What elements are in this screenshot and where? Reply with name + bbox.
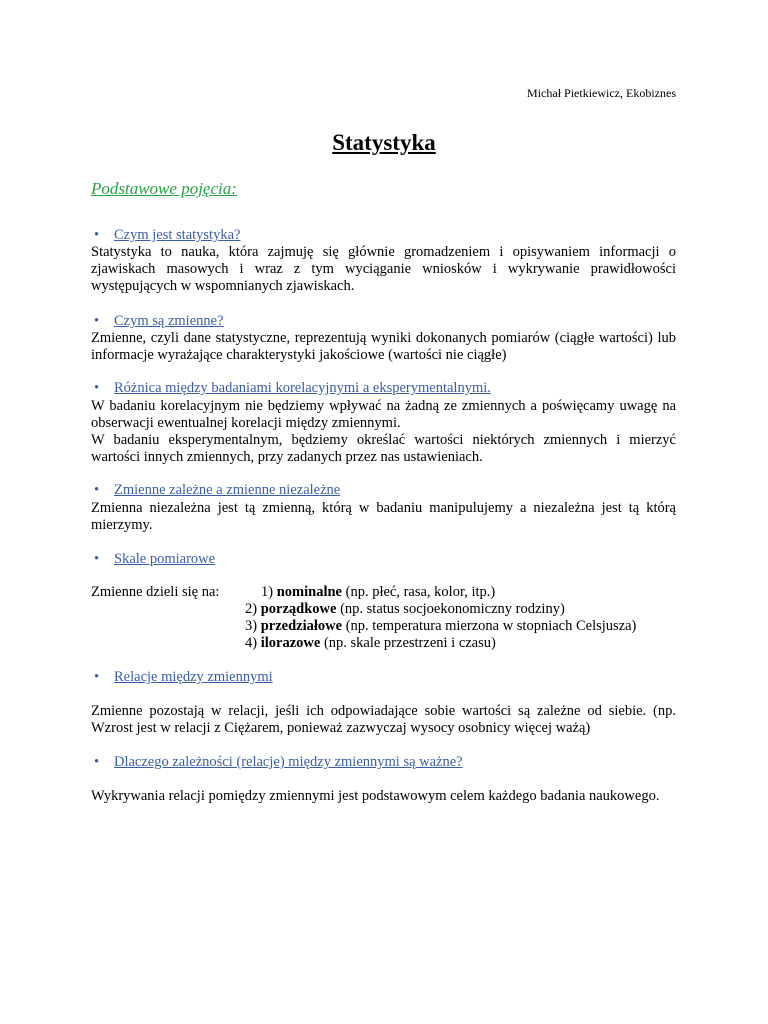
scales-intro: Zmienne dzieli się na: (91, 584, 220, 600)
heading-czym-sa-zmienne[interactable]: • Czym są zmienne? (114, 313, 674, 330)
heading-skale-pomiarowe[interactable]: • Skale pomiarowe (114, 551, 674, 568)
paragraph-zmienne-zalezne: Zmienna niezależna jest tą zmienną, którą w badaniu manipulujemy a niezależna jest tą którą mierzymy. (91, 500, 676, 533)
scale-number: 3) (245, 618, 258, 634)
scale-name: ilorazowe (260, 635, 321, 651)
scale-desc: (np. skale przestrzeni i czasu) (323, 635, 496, 651)
scale-desc: (np. płeć, rasa, kolor, itp.) (345, 584, 496, 600)
heading-zmienne-zalezne[interactable]: • Zmienne zależne a zmienne niezależne (114, 482, 674, 499)
scale-item (245, 635, 496, 652)
scale-item (245, 601, 565, 618)
paragraph-eksperymentalne: W badaniu eksperymentalnym, będziemy określać wartości niektórych zmiennych i mierzyć wartości innych zmiennych, przy zadanych przez nas ustawieniach. (91, 432, 676, 465)
heading-czym-jest-statystyka[interactable]: • Czym jest statystyka? (114, 227, 674, 244)
author-line: Michał Pietkiewicz, Ekobiznes (527, 86, 676, 100)
scale-number: 4) (245, 635, 258, 651)
scale-name: przedziałowe (260, 618, 343, 634)
document-title: Statystyka (332, 130, 436, 155)
scale-name: nominalne (276, 584, 342, 600)
paragraph-relacje: Zmienne pozostają w relacji, jeśli ich odpowiadające sobie wartości są zależne od siebie. (np. Wzrost jest w relacji z Ciężarem, ponieważ zazwyczaj wysocy osobnicy więcej ważą) (91, 703, 676, 736)
paragraph-korelacyjne: W badaniu korelacyjnym nie będziemy wpływać na żadną ze zmiennych a poświęcamy uwagę na obserwacji ewentualnej korelacji między zmiennymi. (91, 398, 676, 431)
scale-number: 1) (261, 584, 274, 600)
scale-desc: (np. temperatura mierzona w stopniach Celsjusza) (345, 618, 637, 634)
heading-roznica-badan[interactable]: • Różnica między badaniami korelacyjnymi a eksperymentalnymi. (114, 380, 674, 397)
scale-item (261, 584, 495, 601)
scale-item (245, 618, 636, 635)
heading-relacje[interactable]: • Relacje między zmiennymi (114, 669, 674, 686)
section-subtitle: Podstawowe pojęcia: (91, 179, 237, 198)
heading-dlaczego-relacje[interactable]: • Dlaczego zależności (relacje) między zmiennymi są ważne? (114, 754, 674, 771)
paragraph-dlaczego: Wykrywania relacji pomiędzy zmiennymi jest podstawowym celem każdego badania naukowego. (91, 788, 660, 804)
scale-name: porządkowe (260, 601, 337, 617)
paragraph-statystyka: Statystyka to nauka, która zajmuję się głównie gromadzeniem i opisywaniem informacji o zjawiskach masowych i wraz z tym wyciąganie wniosków i wykrywanie prawidłowości występujących w wspomnianych zjawiskach. (91, 244, 676, 294)
scale-number: 2) (245, 601, 258, 617)
scale-desc: (np. status socjoekonomiczny rodziny) (340, 601, 565, 617)
paragraph-zmienne: Zmienne, czyli dane statystyczne, reprezentują wyniki dokonanych pomiarów (ciągłe wartości) lub informacje wyrażające charakterystyki jakościowe (wartości nie ciągłe) (91, 330, 676, 363)
